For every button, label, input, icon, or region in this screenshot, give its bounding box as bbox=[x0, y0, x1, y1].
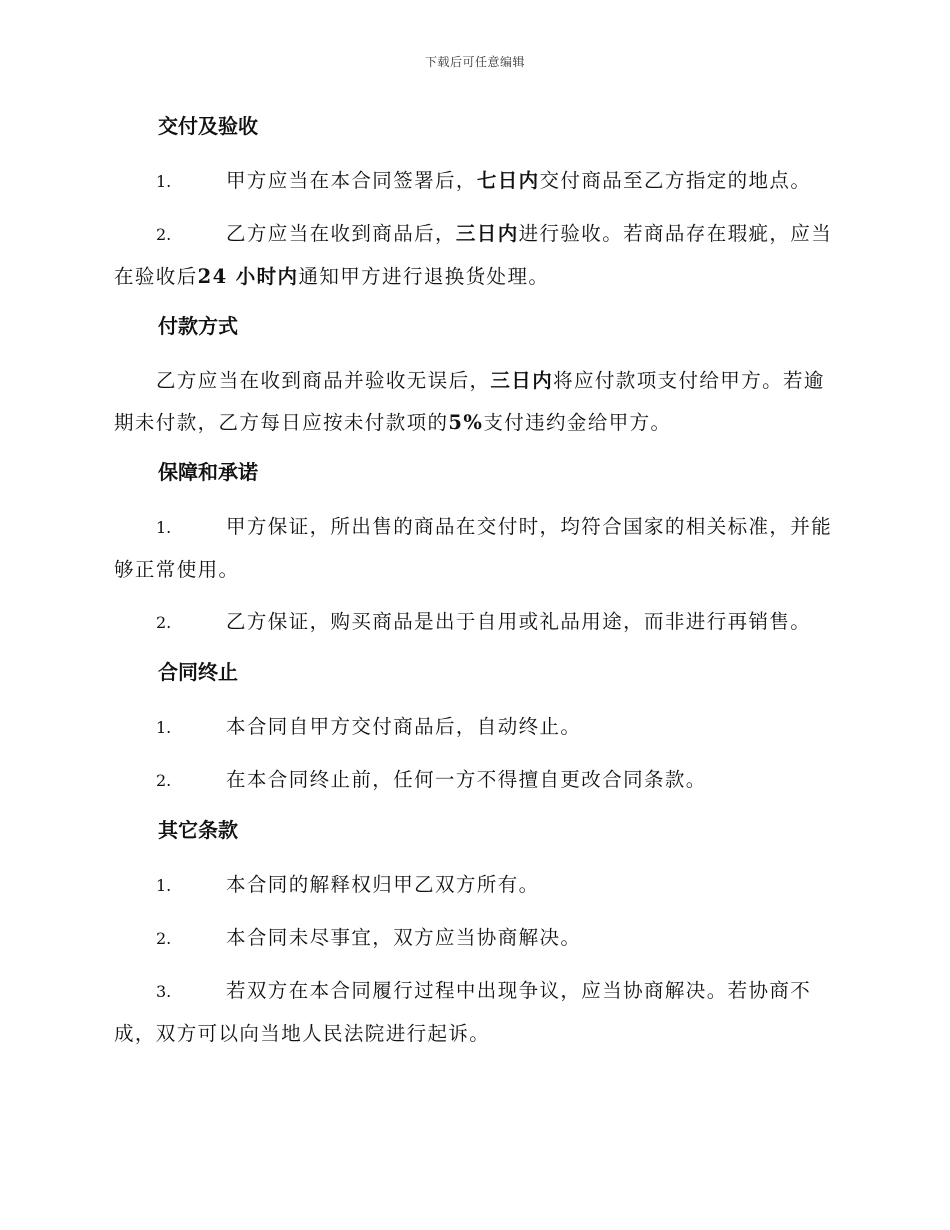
section-heading-delivery: 交付及验收 bbox=[158, 114, 258, 138]
clause-number: 1. bbox=[156, 718, 172, 737]
clause-text: 乙方保证，购买商品是出于自用或礼品用途，而非进行再销售。 bbox=[226, 610, 812, 633]
guarantee-clause-2 bbox=[114, 601, 836, 654]
clause-number: 2. bbox=[156, 225, 172, 244]
section-heading-guarantee: 保障和承诺 bbox=[158, 460, 258, 484]
termination-clause-1 bbox=[114, 706, 836, 759]
clause-number: 1. bbox=[156, 876, 172, 895]
section-heading-termination: 合同终止 bbox=[158, 660, 238, 684]
clause-text: 若双方在本合同履行过程中出现争议，应当协商解决。若协商不成，双方可以向当地人民法院进行起诉。 bbox=[114, 979, 812, 1045]
clause-emphasis: 24 小时内 bbox=[197, 265, 299, 288]
delivery-clause-1 bbox=[114, 160, 836, 213]
clause-text: 通知甲方进行退换货处理。 bbox=[298, 265, 550, 288]
paragraph-text: 乙方应当在收到商品并验收无误后， bbox=[156, 369, 491, 392]
clause-text: 在本合同终止前，任何一方不得擅自更改合同条款。 bbox=[226, 768, 707, 791]
clause-number: 2. bbox=[156, 771, 172, 790]
clause-text: 乙方应当在收到商品后， bbox=[226, 222, 456, 245]
clause-text: 交付商品至乙方指定的地点。 bbox=[539, 169, 812, 192]
paragraph-text: 将应付款项支付给甲方。若逾期未付款，乙方每日应按未付款项的 bbox=[114, 369, 825, 434]
section-heading-other: 其它条款 bbox=[158, 818, 238, 842]
paragraph-emphasis: 5% bbox=[448, 411, 484, 434]
clause-text: 甲方保证，所出售的商品在交付时，均符合国家的相关标准，并能够正常使用。 bbox=[114, 515, 833, 581]
clause-text: 本合同自甲方交付商品后，自动终止。 bbox=[226, 715, 582, 738]
page-header: 下载后可任意编辑 bbox=[424, 55, 525, 69]
section-heading-payment: 付款方式 bbox=[158, 314, 238, 338]
clause-text: 本合同未尽事宜，双方应当协商解决。 bbox=[226, 926, 582, 949]
clause-emphasis: 七日内 bbox=[476, 169, 540, 192]
delivery-clause-2 bbox=[114, 213, 836, 308]
guarantee-clause-1 bbox=[114, 506, 836, 601]
clause-number: 3. bbox=[156, 982, 172, 1001]
clause-number: 1. bbox=[156, 518, 172, 537]
clause-emphasis: 三日内 bbox=[455, 222, 519, 245]
clause-text: 进行验收。若商品存在瑕疵，应当在验收后 bbox=[114, 222, 833, 288]
other-clause-1 bbox=[114, 864, 836, 917]
paragraph-emphasis: 三日内 bbox=[490, 369, 554, 392]
other-clause-2 bbox=[114, 917, 836, 970]
clause-number: 2. bbox=[156, 929, 172, 948]
clause-number: 1. bbox=[156, 172, 172, 191]
other-clause-3 bbox=[114, 970, 836, 1065]
clause-text: 本合同的解释权归甲乙双方所有。 bbox=[226, 873, 540, 896]
clause-number: 2. bbox=[156, 613, 172, 632]
termination-clause-2 bbox=[114, 759, 836, 812]
clause-text: 甲方应当在本合同签署后， bbox=[226, 169, 477, 192]
paragraph-text: 支付违约金给甲方。 bbox=[483, 411, 672, 434]
document-body bbox=[114, 108, 836, 1065]
payment-paragraph bbox=[114, 360, 836, 454]
